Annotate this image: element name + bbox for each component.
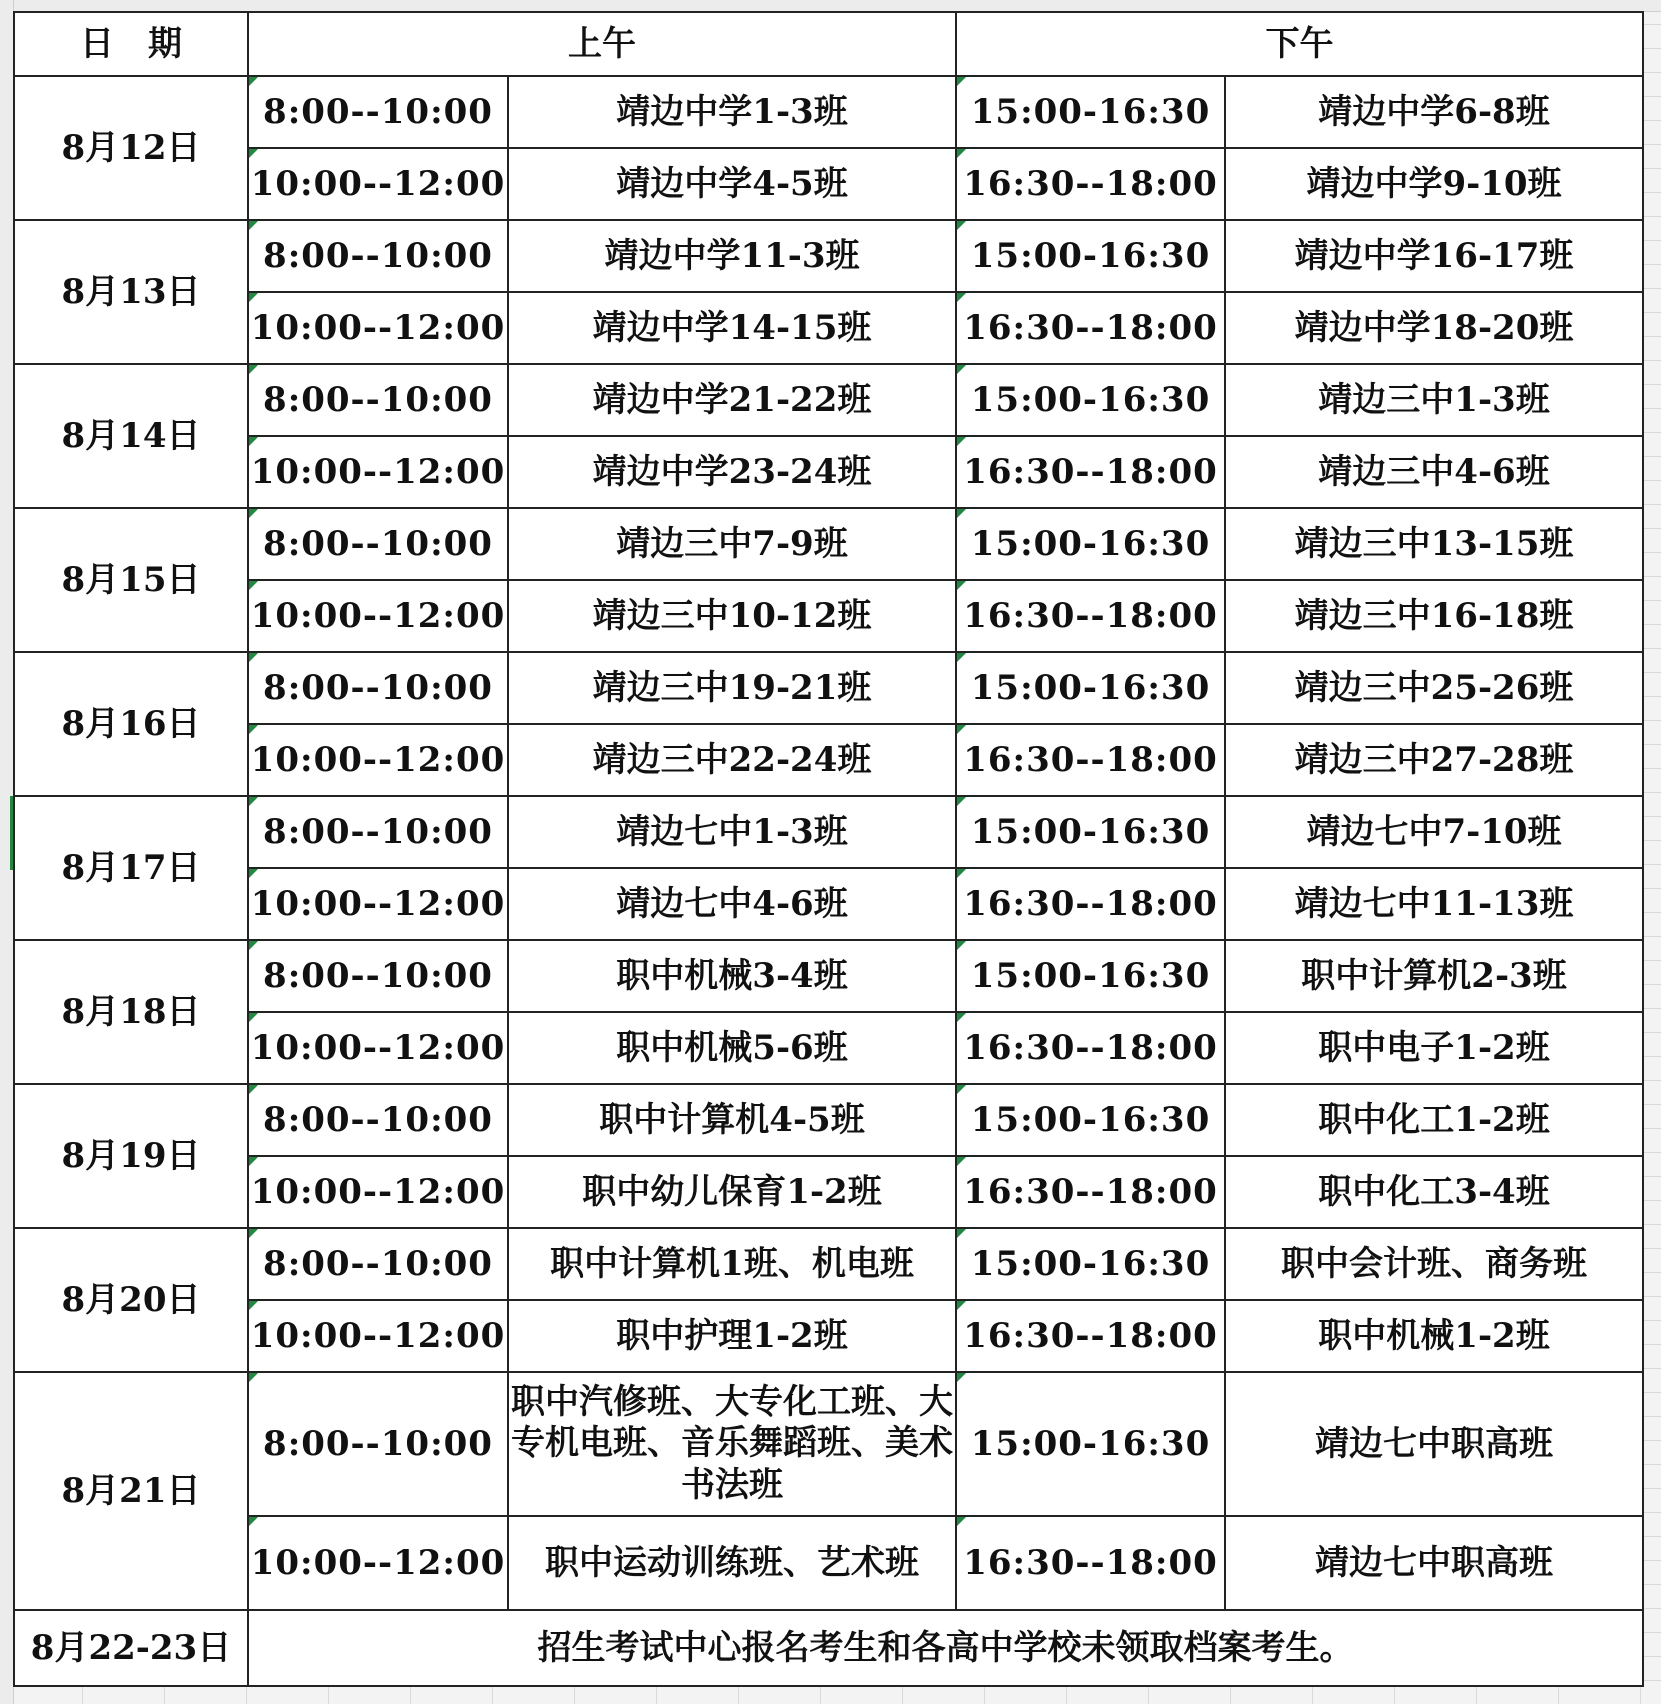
afternoon-class-cell[interactable]: 靖边中学16-17班 — [1225, 220, 1643, 292]
morning-class-cell[interactable]: 靖边七中4-6班 — [508, 868, 956, 940]
morning-class-cell[interactable]: 职中运动训练班、艺术班 — [508, 1516, 956, 1610]
afternoon-time-cell[interactable]: 15:00-16:30 — [956, 1228, 1225, 1300]
afternoon-class-cell[interactable]: 职中计算机2-3班 — [1225, 940, 1643, 1012]
schedule-row — [14, 436, 1643, 508]
morning-time-cell[interactable]: 8:00--10:00 — [248, 220, 508, 292]
morning-time-cell[interactable]: 10:00--12:00 — [248, 292, 508, 364]
afternoon-class-cell[interactable]: 职中化工1-2班 — [1225, 1084, 1643, 1156]
afternoon-class-cell[interactable]: 职中化工3-4班 — [1225, 1156, 1643, 1228]
morning-time-cell[interactable]: 8:00--10:00 — [248, 652, 508, 724]
afternoon-time-cell[interactable]: 15:00-16:30 — [956, 76, 1225, 148]
afternoon-class-cell[interactable]: 职中机械1-2班 — [1225, 1300, 1643, 1372]
afternoon-class-cell[interactable]: 靖边中学6-8班 — [1225, 76, 1643, 148]
morning-class-cell[interactable]: 靖边三中10-12班 — [508, 580, 956, 652]
afternoon-class-cell[interactable]: 靖边三中4-6班 — [1225, 436, 1643, 508]
morning-class-cell[interactable]: 职中幼儿保育1-2班 — [508, 1156, 956, 1228]
schedule-row — [14, 1372, 1643, 1516]
date-cell[interactable]: 8月13日 — [14, 220, 248, 364]
afternoon-class-cell[interactable]: 靖边三中27-28班 — [1225, 724, 1643, 796]
schedule-table — [13, 11, 1644, 1687]
morning-time-cell[interactable]: 8:00--10:00 — [248, 1228, 508, 1300]
morning-time-cell[interactable]: 8:00--10:00 — [248, 364, 508, 436]
date-cell[interactable]: 8月19日 — [14, 1084, 248, 1228]
morning-class-cell[interactable]: 职中机械3-4班 — [508, 940, 956, 1012]
morning-class-cell[interactable]: 职中汽修班、大专化工班、大专机电班、音乐舞蹈班、美术书法班 — [508, 1372, 956, 1516]
afternoon-class-cell[interactable]: 靖边七中11-13班 — [1225, 868, 1643, 940]
header-row — [14, 12, 1643, 76]
afternoon-class-cell[interactable]: 靖边七中7-10班 — [1225, 796, 1643, 868]
afternoon-class-cell[interactable]: 靖边三中16-18班 — [1225, 580, 1643, 652]
schedule-row — [14, 1228, 1643, 1300]
morning-time-cell[interactable]: 8:00--10:00 — [248, 508, 508, 580]
afternoon-time-cell[interactable]: 15:00-16:30 — [956, 1372, 1225, 1516]
afternoon-time-cell[interactable]: 15:00-16:30 — [956, 1084, 1225, 1156]
morning-class-cell[interactable]: 靖边七中1-3班 — [508, 796, 956, 868]
morning-time-cell[interactable]: 8:00--10:00 — [248, 76, 508, 148]
afternoon-time-cell[interactable]: 16:30--18:00 — [956, 1300, 1225, 1372]
morning-class-cell[interactable]: 职中计算机4-5班 — [508, 1084, 956, 1156]
morning-time-cell[interactable]: 10:00--12:00 — [248, 1156, 508, 1228]
date-cell[interactable]: 8月18日 — [14, 940, 248, 1084]
date-cell[interactable]: 8月15日 — [14, 508, 248, 652]
schedule-row — [14, 940, 1643, 1012]
afternoon-time-cell[interactable]: 16:30--18:00 — [956, 868, 1225, 940]
afternoon-class-cell[interactable]: 靖边七中职高班 — [1225, 1516, 1643, 1610]
schedule-row — [14, 580, 1643, 652]
date-cell[interactable]: 8月14日 — [14, 364, 248, 508]
afternoon-time-cell[interactable]: 16:30--18:00 — [956, 724, 1225, 796]
schedule-row — [14, 652, 1643, 724]
afternoon-time-cell[interactable]: 15:00-16:30 — [956, 508, 1225, 580]
header-afternoon[interactable]: 下午 — [956, 12, 1643, 76]
afternoon-class-cell[interactable]: 靖边中学9-10班 — [1225, 148, 1643, 220]
morning-time-cell[interactable]: 10:00--12:00 — [248, 1012, 508, 1084]
afternoon-time-cell[interactable]: 16:30--18:00 — [956, 1516, 1225, 1610]
morning-class-cell[interactable]: 靖边中学11-3班 — [508, 220, 956, 292]
schedule-row — [14, 148, 1643, 220]
morning-time-cell[interactable]: 10:00--12:00 — [248, 580, 508, 652]
morning-class-cell[interactable]: 靖边三中19-21班 — [508, 652, 956, 724]
schedule-row — [14, 1084, 1643, 1156]
footer-date-cell[interactable]: 8月22-23日 — [14, 1610, 248, 1686]
afternoon-time-cell[interactable]: 16:30--18:00 — [956, 580, 1225, 652]
schedule-row — [14, 508, 1643, 580]
morning-time-cell[interactable]: 10:00--12:00 — [248, 436, 508, 508]
date-cell[interactable]: 8月17日 — [14, 796, 248, 940]
date-cell[interactable]: 8月21日 — [14, 1372, 248, 1610]
morning-time-cell[interactable]: 10:00--12:00 — [248, 1516, 508, 1610]
afternoon-time-cell[interactable]: 15:00-16:30 — [956, 652, 1225, 724]
morning-class-cell[interactable]: 职中计算机1班、机电班 — [508, 1228, 956, 1300]
morning-class-cell[interactable]: 靖边中学23-24班 — [508, 436, 956, 508]
date-cell[interactable]: 8月16日 — [14, 652, 248, 796]
afternoon-time-cell[interactable]: 15:00-16:30 — [956, 940, 1225, 1012]
date-cell[interactable]: 8月12日 — [14, 76, 248, 220]
schedule-row — [14, 1012, 1643, 1084]
morning-class-cell[interactable]: 靖边三中7-9班 — [508, 508, 956, 580]
afternoon-time-cell[interactable]: 16:30--18:00 — [956, 148, 1225, 220]
footer-note-cell[interactable]: 招生考试中心报名考生和各高中学校未领取档案考生。 — [248, 1610, 1643, 1686]
afternoon-time-cell[interactable]: 15:00-16:30 — [956, 220, 1225, 292]
schedule-row — [14, 364, 1643, 436]
afternoon-time-cell[interactable]: 16:30--18:00 — [956, 436, 1225, 508]
morning-time-cell[interactable]: 8:00--10:00 — [248, 1084, 508, 1156]
afternoon-time-cell[interactable]: 16:30--18:00 — [956, 1156, 1225, 1228]
morning-time-cell[interactable]: 10:00--12:00 — [248, 724, 508, 796]
afternoon-class-cell[interactable]: 靖边三中1-3班 — [1225, 364, 1643, 436]
afternoon-class-cell[interactable]: 靖边中学18-20班 — [1225, 292, 1643, 364]
schedule-row — [14, 76, 1643, 148]
afternoon-time-cell[interactable]: 16:30--18:00 — [956, 292, 1225, 364]
morning-time-cell[interactable]: 10:00--12:00 — [248, 868, 508, 940]
morning-time-cell[interactable]: 8:00--10:00 — [248, 940, 508, 1012]
morning-class-cell[interactable]: 靖边中学14-15班 — [508, 292, 956, 364]
header-date[interactable]: 日 期 — [14, 12, 248, 76]
morning-time-cell[interactable]: 8:00--10:00 — [248, 796, 508, 868]
schedule-row — [14, 1300, 1643, 1372]
morning-time-cell[interactable]: 10:00--12:00 — [248, 1300, 508, 1372]
header-morning[interactable]: 上午 — [248, 12, 956, 76]
footer-row — [14, 1610, 1643, 1686]
morning-class-cell[interactable]: 靖边中学4-5班 — [508, 148, 956, 220]
afternoon-class-cell[interactable]: 职中会计班、商务班 — [1225, 1228, 1643, 1300]
afternoon-time-cell[interactable]: 16:30--18:00 — [956, 1012, 1225, 1084]
schedule-row — [14, 796, 1643, 868]
afternoon-class-cell[interactable]: 靖边七中职高班 — [1225, 1372, 1643, 1516]
morning-class-cell[interactable]: 靖边中学21-22班 — [508, 364, 956, 436]
morning-time-cell[interactable]: 10:00--12:00 — [248, 148, 508, 220]
afternoon-class-cell[interactable]: 靖边三中25-26班 — [1225, 652, 1643, 724]
afternoon-class-cell[interactable]: 靖边三中13-15班 — [1225, 508, 1643, 580]
schedule-row — [14, 724, 1643, 796]
date-cell[interactable]: 8月20日 — [14, 1228, 248, 1372]
afternoon-time-cell[interactable]: 15:00-16:30 — [956, 364, 1225, 436]
afternoon-time-cell[interactable]: 15:00-16:30 — [956, 796, 1225, 868]
schedule-row — [14, 292, 1643, 364]
morning-class-cell[interactable]: 职中机械5-6班 — [508, 1012, 956, 1084]
morning-time-cell[interactable]: 8:00--10:00 — [248, 1372, 508, 1516]
morning-class-cell[interactable]: 靖边三中22-24班 — [508, 724, 956, 796]
afternoon-class-cell[interactable]: 职中电子1-2班 — [1225, 1012, 1643, 1084]
schedule-row — [14, 868, 1643, 940]
schedule-row — [14, 220, 1643, 292]
schedule-row — [14, 1516, 1643, 1610]
morning-class-cell[interactable]: 靖边中学1-3班 — [508, 76, 956, 148]
morning-class-cell[interactable]: 职中护理1-2班 — [508, 1300, 956, 1372]
schedule-row — [14, 1156, 1643, 1228]
